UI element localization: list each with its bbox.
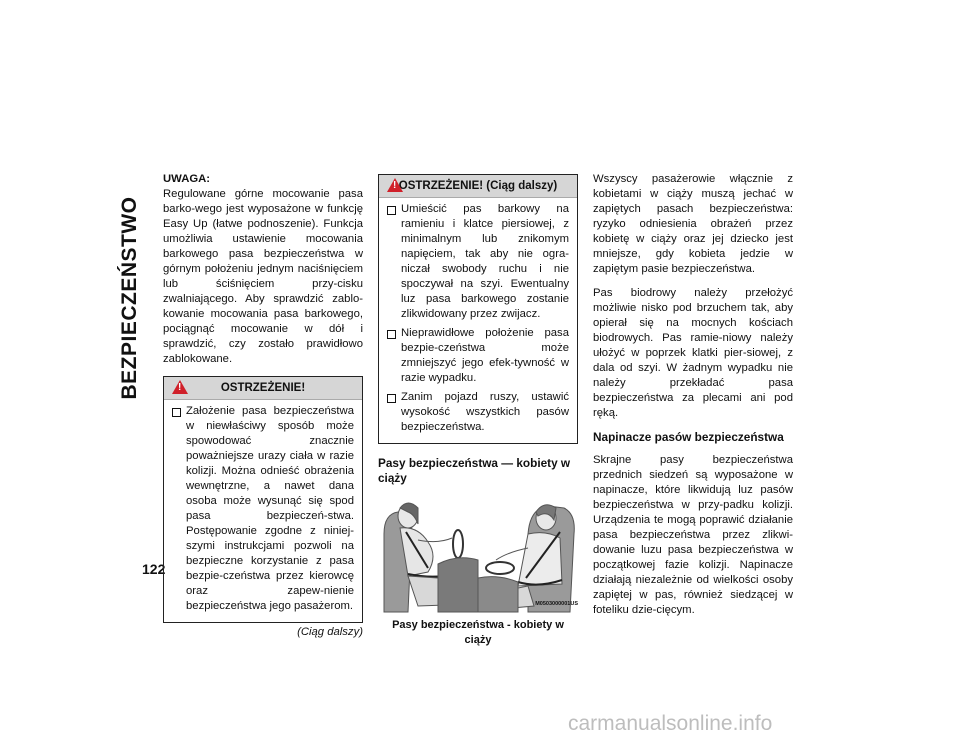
paragraph: Skrajne pasy bezpieczeństwa przednich siedzeń są wyposażone w napinacze, które likwidują luz pasów bezpieczeństwa w przy-padku kolizji. Urządzenia te mogą poprawić działanie pasa bezpieczeństwa przez zlikwi-dowanie luzu pasa bezpieczeństwa w początkowej fazie kolizji. Napinacze działają niezależnie od wielkości osoby zapiętej w pas, również siedzącej w foteliku dzie-cięcym. — [593, 454, 793, 616]
section-title-text: BEZPIECZEŃSTWO — [118, 196, 141, 400]
section-subheading: Napinacze pasów bezpieczeństwa — [593, 430, 784, 444]
warning-title: OSTRZEŻENIE! (Ciąg dalszy) — [398, 180, 558, 192]
warning-item: Umieścić pas barkowy na ramieniu i klatce piersiowej, z minimalnym lub znikomym napięciem, tak aby nie ogra-niczał swobody ruchu i nie spoczywał na szyi. Ewentualny luz pasa barkowego zostanie zlikwidowany przez zwijacz. — [387, 202, 569, 322]
column-1 — [163, 172, 363, 640]
warning-header — [379, 175, 577, 198]
warning-item: Zanim pojazd ruszy, ustawić wysokość wszystkich pasów bezpieczeństwa. — [387, 390, 569, 435]
figure-code: M0503000001US — [535, 601, 578, 607]
note-text: Regulowane górne mocowanie pasa barko-wego jest wyposażone w funkcję Easy Up (łatwe podnoszenie). Funkcja umożliwia ustawienie mocowania barkowego pasa bezpieczeństwa w górnym położeniu jednym naciśnięciem lub ściśnięciem przy-cisku zwalniającego. Aby sprawdzić zablo-kowanie mocowania pasa barkowego, pociągnąć mocowanie w dół i sprawdzić, czy zostało prawidłowo zablokowane. — [163, 188, 363, 365]
warning-header — [164, 377, 362, 400]
page-number: 122 — [142, 561, 166, 577]
watermark-text: carmanualsonline.info — [568, 712, 773, 735]
column-3 — [593, 172, 793, 627]
pregnant-seatbelt-illustration — [378, 494, 578, 614]
warning-box-continued — [378, 174, 578, 444]
warning-item: Założenie pasa bezpieczeństwa w niewłaściwy sposób może spowodować znacznie poważniejsze urazy ciała w razie kolizji. Można odnieść obrażenia wewnętrzne, a nawet dana osoba może wysunąć się spod pasa bezpieczeń-stwa. Postępowanie zgodne z niniej-szymi instrukcjami pozwoli na bezpieczne korzystanie z pasa bezpie-czeństwa przez kierowcę oraz zapew-nienie bezpieczeństwa jego pasażerom. — [172, 404, 354, 614]
paragraph: Pas biodrowy należy przełożyć możliwie nisko pod brzuchem tak, aby opierał się na mocnych kościach biodrowych. Pas ramie-niowy należy ułożyć w poprzek klatki pier-siowej, z dala od szyi. W żadnym wypadku nie należy przekładać pasa bezpieczeństwa za plecami ani pod ręką. — [593, 287, 793, 419]
section-side-title — [110, 168, 150, 428]
warning-triangle-icon: ! — [172, 380, 188, 394]
left-figure — [384, 503, 478, 612]
warning-item: Nieprawidłowe położenie pasa bezpie-czeństwa może zmniejszyć jego efek-tywność w razie wypadku. — [387, 326, 569, 386]
continued-note: (Ciąg dalszy) — [297, 626, 363, 638]
note-heading: UWAGA: — [163, 173, 211, 185]
paragraph: Wszyscy pasażerowie włącznie z kobietami w ciąży muszą jechać w zapiętych pasach bezpieczeństwa: ryzyko odniesienia obrażeń przez kobietę w ciąży oraz jej dziecko jest mniejsze, gdy kobieta jedzie w zapiętym pasie bezpieczeństwa. — [593, 173, 793, 275]
column-2 — [378, 172, 578, 648]
warning-body — [379, 198, 577, 443]
warning-title: OSTRZEŻENIE! — [220, 382, 306, 394]
figure-caption: Pasy bezpieczeństwa - kobiety w ciąży — [392, 619, 564, 646]
illustration-svg — [378, 494, 578, 614]
warning-triangle-icon: ! — [387, 178, 403, 192]
warning-box — [163, 376, 363, 623]
right-figure — [478, 505, 574, 612]
warning-body — [164, 400, 362, 622]
section-subheading: Pasy bezpieczeństwa — kobiety w ciąży — [378, 456, 571, 485]
